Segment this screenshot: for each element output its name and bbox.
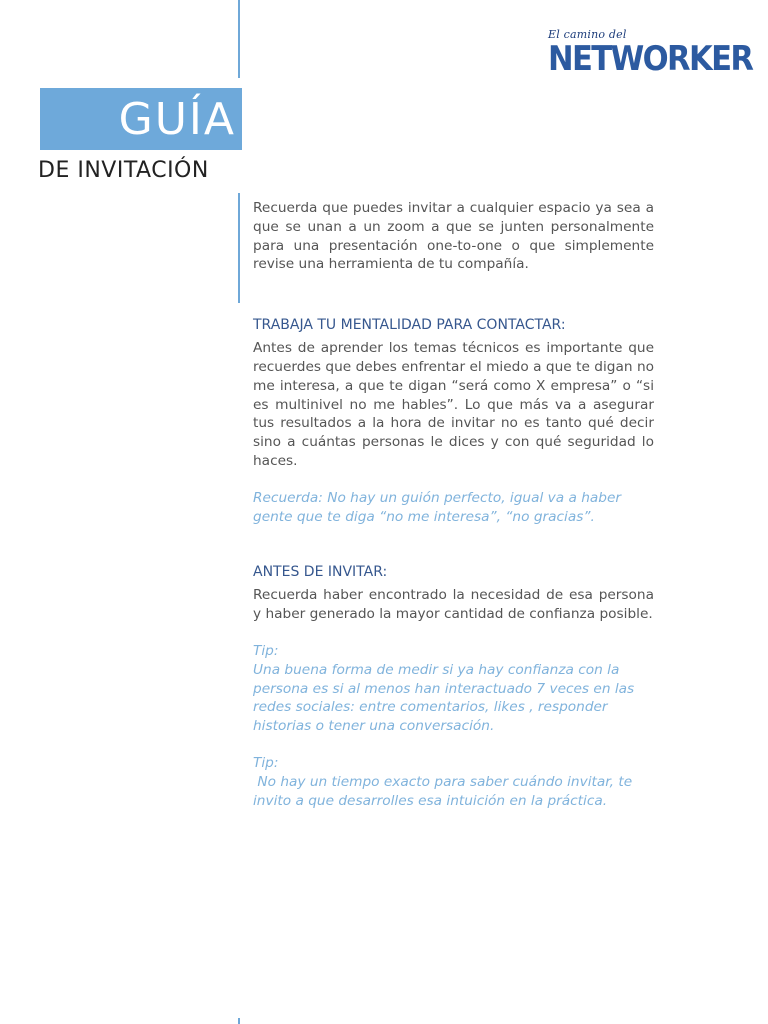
section-heading-antes-de-invitar: ANTES DE INVITAR: [253, 564, 388, 581]
tip-label: Tip: [253, 754, 279, 771]
tip-text: No hay un tiempo exacto para saber cuándo invitar, te invito a que desarrolles esa intuición en la práctica. [253, 773, 637, 809]
tip-text: Una buena forma de medir si ya hay confianza con la persona es si al menos han interactuado 7 veces en las redes sociales: entre comentarios, likes , responder historias o tener una conversación. [253, 661, 635, 735]
page-title: GUÍA [118, 94, 236, 145]
intro-paragraph: Recuerda que puedes invitar a cualquier espacio ya sea a que se unan a un zoom a que se junten personalmente para una presentación one-to-one o que simplemente revise una herramienta de tu compañía. [253, 200, 654, 273]
logo-script-text: El camino del [548, 28, 627, 41]
reminder-note: Recuerda: No hay un guión perfecto, igual va a haber gente que te diga “no me interesa”, “no gracias”. [253, 489, 621, 525]
main-content [253, 199, 654, 810]
tip-label: Tip: [253, 642, 279, 659]
logo-wordmark: NETWORKER [548, 39, 753, 79]
divider-line-bottom [238, 1018, 240, 1024]
divider-line-middle [238, 193, 240, 303]
section-heading-mentalidad: TRABAJA TU MENTALIDAD PARA CONTACTAR: [253, 317, 566, 334]
section-body-antes-de-invitar: Recuerda haber encontrado la necesidad de esa persona y haber generado la mayor cantidad de confianza posible. [253, 587, 654, 623]
page-subtitle: DE INVITACIÓN [38, 158, 209, 183]
section-body-mentalidad: Antes de aprender los temas técnicos es importante que recuerdes que debes enfrentar el miedo a que te digan no me interesa, a que te digan “será como X empresa” o “si es multinivel no me hables”. Lo que más va a asegurar tus resultados a la hora de invitar no es tanto qué decir sino a cuántas personas le dices y con qué seguridad lo haces. [253, 340, 654, 469]
networker-logo [548, 28, 753, 82]
divider-line-top [238, 0, 240, 78]
title-banner [40, 88, 242, 150]
